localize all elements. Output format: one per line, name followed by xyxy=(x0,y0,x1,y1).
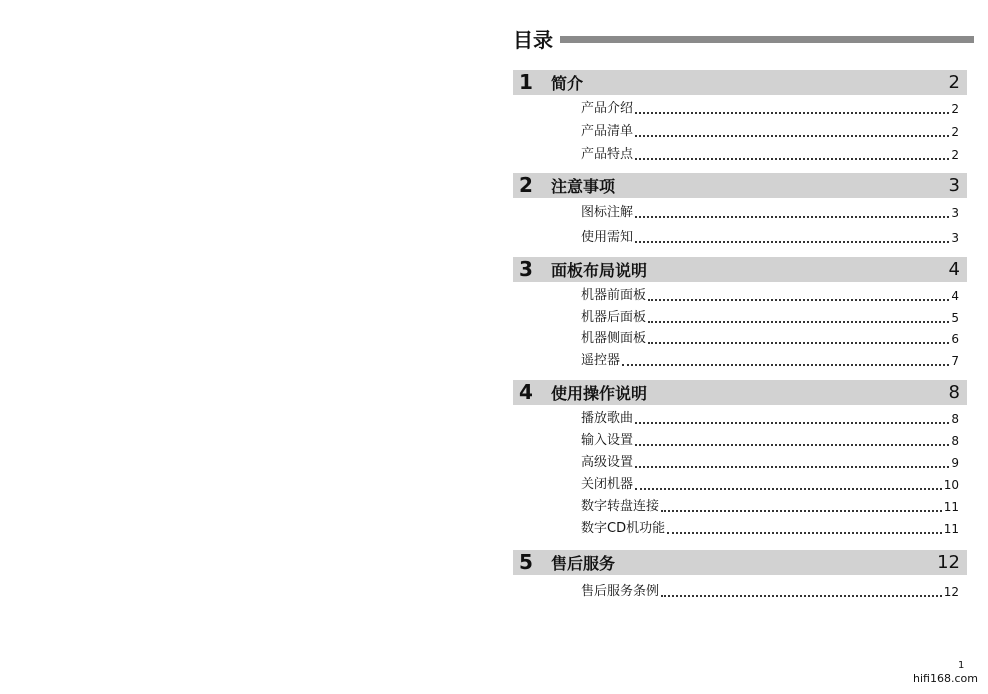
entry-label: 图标注解 xyxy=(581,205,634,220)
entry-page: 5 xyxy=(951,311,959,325)
toc-entry[interactable] xyxy=(581,431,959,451)
dot-leader xyxy=(635,111,949,114)
toc-header xyxy=(513,26,974,54)
entry-label: 遥控器 xyxy=(581,353,621,368)
entry-label: 数字CD机功能 xyxy=(581,521,666,536)
toc-entry[interactable] xyxy=(581,582,959,602)
toc-entry[interactable] xyxy=(581,409,959,429)
entry-page: 4 xyxy=(951,289,959,303)
dot-leader xyxy=(635,487,942,490)
dot-leader xyxy=(635,157,949,160)
toc-entry[interactable] xyxy=(581,228,959,248)
entry-page: 2 xyxy=(951,148,959,162)
section-title: 面板布局说明 xyxy=(551,261,648,280)
section-header[interactable] xyxy=(513,257,967,282)
entry-page: 8 xyxy=(951,434,959,448)
entry-label: 数字转盘连接 xyxy=(581,499,660,514)
entry-label: 关闭机器 xyxy=(581,477,634,492)
toc-entry[interactable] xyxy=(581,519,959,539)
dot-leader xyxy=(635,465,949,468)
toc-entry[interactable] xyxy=(581,475,959,495)
toc-entry[interactable] xyxy=(581,122,959,142)
title-rule xyxy=(560,36,974,43)
entry-label: 使用需知 xyxy=(581,230,634,245)
entry-label: 输入设置 xyxy=(581,433,634,448)
entry-page: 12 xyxy=(943,585,959,599)
toc-entry[interactable] xyxy=(581,329,959,349)
entry-label: 售后服务条例 xyxy=(581,584,660,599)
dot-leader xyxy=(635,215,949,218)
dot-leader xyxy=(667,531,942,534)
dot-leader xyxy=(635,134,949,137)
entry-page: 11 xyxy=(943,522,959,536)
dot-leader xyxy=(661,509,942,512)
entry-label: 机器侧面板 xyxy=(581,331,647,346)
page-number: 1 xyxy=(958,660,965,671)
section-page: 3 xyxy=(948,175,960,196)
toc-entry[interactable] xyxy=(581,286,959,306)
dot-leader xyxy=(648,320,949,323)
section-header[interactable] xyxy=(513,550,967,575)
entry-label: 机器前面板 xyxy=(581,288,647,303)
entry-page: 7 xyxy=(951,354,959,368)
entry-label: 产品清单 xyxy=(581,124,634,139)
section-page: 12 xyxy=(937,552,960,573)
toc-entry[interactable] xyxy=(581,99,959,119)
dot-leader xyxy=(661,594,942,597)
entry-page: 3 xyxy=(951,206,959,220)
section-number: 5 xyxy=(519,550,533,574)
watermark: hifi168.com xyxy=(913,672,978,685)
entry-page: 2 xyxy=(951,125,959,139)
toc-entry[interactable] xyxy=(581,453,959,473)
dot-leader xyxy=(635,240,949,243)
section-title: 使用操作说明 xyxy=(551,384,648,403)
section-number: 4 xyxy=(519,380,533,404)
section-title: 注意事项 xyxy=(551,177,616,196)
section-number: 1 xyxy=(519,70,533,94)
entry-label: 产品特点 xyxy=(581,147,634,162)
entry-page: 11 xyxy=(943,500,959,514)
entry-label: 高级设置 xyxy=(581,455,634,470)
entry-label: 机器后面板 xyxy=(581,310,647,325)
section-header[interactable] xyxy=(513,70,967,95)
entry-page: 9 xyxy=(951,456,959,470)
entry-label: 播放歌曲 xyxy=(581,411,634,426)
dot-leader xyxy=(635,421,949,424)
section-number: 3 xyxy=(519,257,533,281)
section-page: 4 xyxy=(948,259,960,280)
dot-leader xyxy=(635,443,949,446)
toc-entry[interactable] xyxy=(581,308,959,328)
section-header[interactable] xyxy=(513,173,967,198)
section-title: 售后服务 xyxy=(551,554,616,573)
dot-leader xyxy=(622,363,949,366)
toc-entry[interactable] xyxy=(581,203,959,223)
dot-leader xyxy=(648,341,949,344)
entry-page: 2 xyxy=(951,102,959,116)
toc-title: 目录 xyxy=(513,28,553,52)
entry-label: 产品介绍 xyxy=(581,101,634,116)
entry-page: 3 xyxy=(951,231,959,245)
toc-entry[interactable] xyxy=(581,351,959,371)
entry-page: 8 xyxy=(951,412,959,426)
toc-entry[interactable] xyxy=(581,497,959,517)
toc-entry[interactable] xyxy=(581,145,959,165)
entry-page: 10 xyxy=(943,478,959,492)
entry-page: 6 xyxy=(951,332,959,346)
section-page: 2 xyxy=(948,72,960,93)
dot-leader xyxy=(648,298,949,301)
section-number: 2 xyxy=(519,173,533,197)
section-header[interactable] xyxy=(513,380,967,405)
section-page: 8 xyxy=(948,382,960,403)
section-title: 简介 xyxy=(551,74,584,93)
